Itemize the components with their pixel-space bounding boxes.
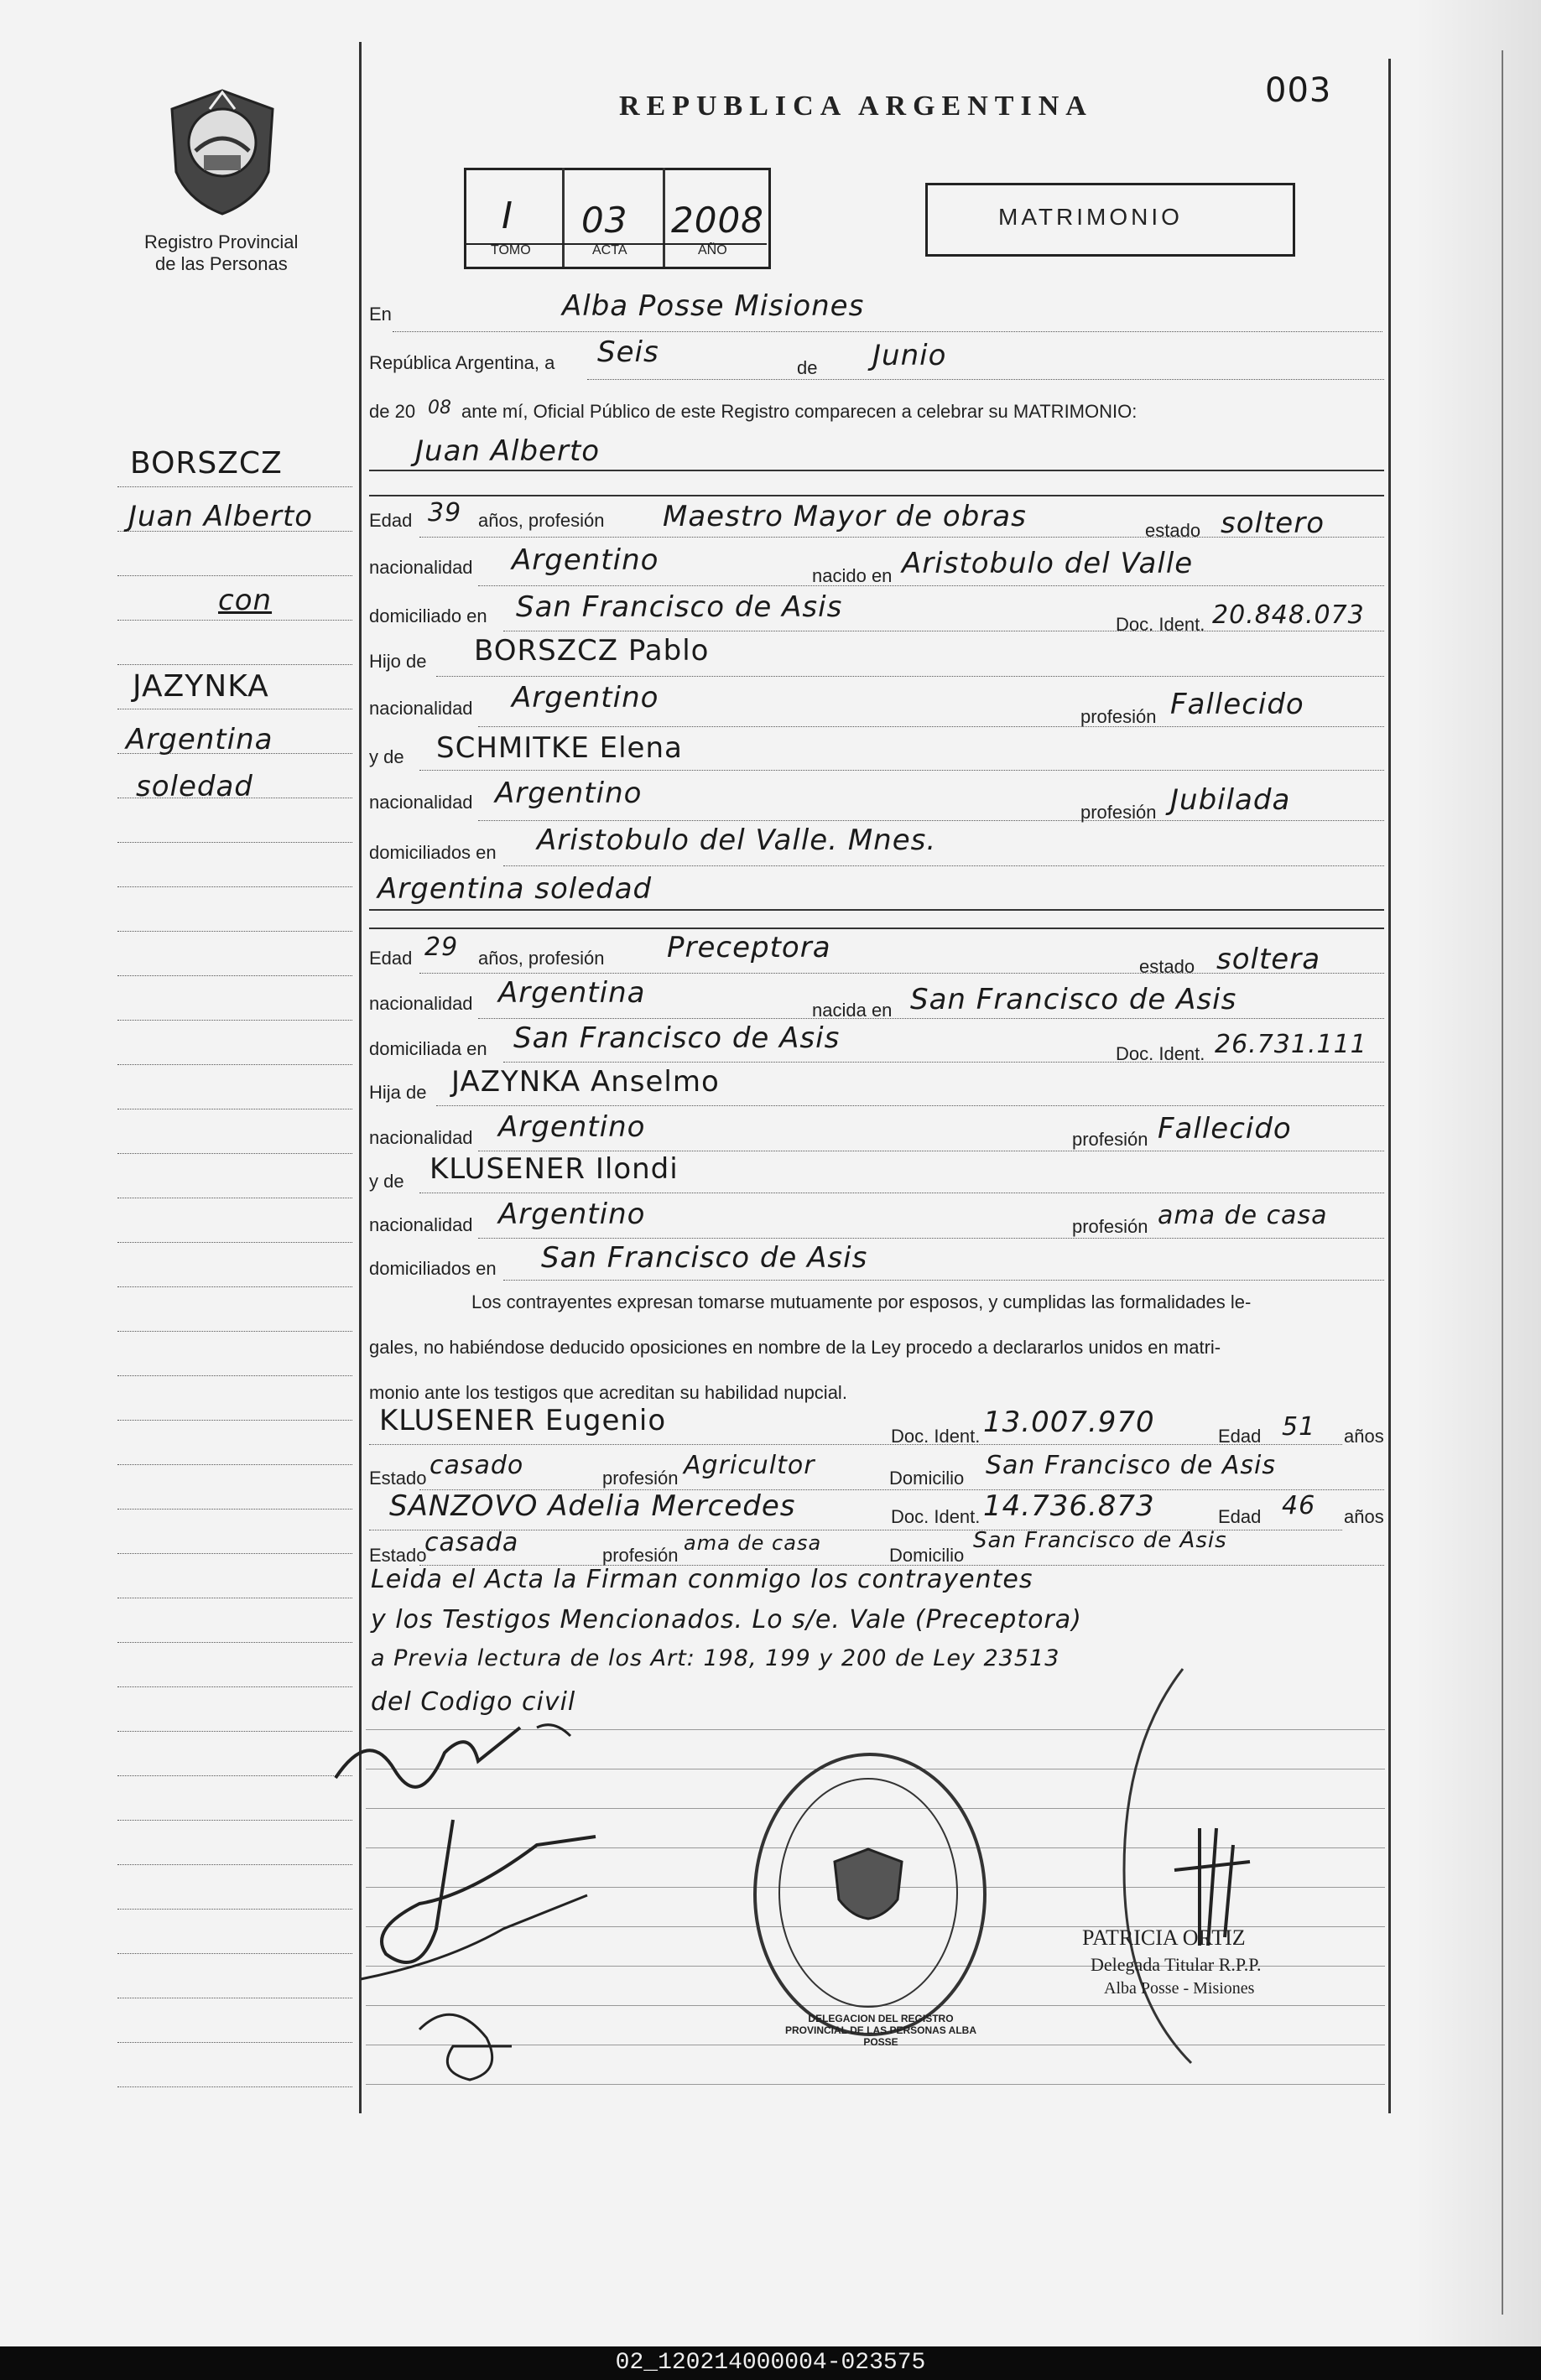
groom-name-line	[369, 470, 1384, 471]
groom-mother-prof-label: profesión	[1080, 802, 1157, 823]
margin-ruled-line	[117, 486, 352, 487]
witness1-prof-label: profesión	[602, 1468, 679, 1489]
groom-edad: 39	[428, 498, 462, 527]
bride-nacionalidad: Argentina	[498, 976, 646, 1010]
margin-bride-name-2: soledad	[136, 770, 253, 803]
margin-bride-name-1: Argentina	[126, 723, 273, 756]
witness2-edad: 46	[1282, 1491, 1316, 1520]
acta-value: 03	[581, 200, 628, 241]
witness2-edad-label: Edad	[1218, 1506, 1262, 1527]
province-seal-logo	[164, 84, 281, 218]
bride-estado: soltera	[1216, 943, 1321, 976]
bride-parents-dom: San Francisco de Asis	[541, 1241, 868, 1275]
margin-ruled-line	[117, 1731, 352, 1732]
bride-block-line	[369, 928, 1384, 929]
groom-estado: soltero	[1221, 507, 1325, 540]
witness2-profesion: ama de casa	[684, 1531, 822, 1555]
groom-father: BORSZCZ Pablo	[474, 634, 710, 668]
groom-dom-label: domiciliado en	[369, 605, 487, 626]
margin-ruled-line	[117, 2086, 352, 2087]
groom-nacionalidad: Argentino	[512, 543, 659, 577]
bride-edad: 29	[424, 933, 459, 962]
margin-ruled-line	[117, 931, 352, 932]
bride-father-label: Hija de	[369, 1082, 427, 1103]
bride-father-prof-label: profesión	[1072, 1129, 1148, 1150]
groom-edad-line	[419, 537, 1384, 538]
groom-nac-label: nacionalidad	[369, 557, 473, 578]
witness1-dom-label: Domicilio	[889, 1468, 965, 1489]
margin-groom-surname: BORSZCZ	[130, 446, 283, 481]
groom-domicilio: San Francisco de Asis	[516, 590, 843, 624]
bride-name-line	[369, 909, 1384, 911]
margin-ruled-line	[117, 1953, 352, 1954]
record-box-divider-1	[562, 168, 565, 267]
bride-profesion: Preceptora	[667, 931, 831, 964]
groom-nac-line	[478, 585, 1384, 586]
margin-ruled-line	[117, 975, 352, 976]
bride-dom-label: domiciliada en	[369, 1038, 487, 1059]
groom-mother-prof: Jubilada	[1170, 783, 1291, 817]
groom-doc: 20.848.073	[1212, 600, 1365, 630]
en-label: En	[369, 304, 392, 325]
margin-con: con	[218, 584, 273, 617]
groom-father-nac: Argentino	[512, 681, 659, 715]
witness1-name: KLUSENER Eugenio	[379, 1404, 667, 1437]
margin-ruled-line	[117, 1286, 352, 1287]
witness1-line	[369, 1444, 1342, 1445]
witness1-doc-label: Doc. Ident.	[891, 1426, 981, 1447]
bride-name: Argentina soledad	[377, 872, 653, 906]
margin-ruled-line	[117, 1820, 352, 1821]
intro-text: ante mí, Oficial Público de este Registro comparecen a celebrar su MATRIMONIO:	[461, 401, 1138, 422]
page-shadow	[1415, 0, 1541, 2346]
margin-ruled-line	[117, 1153, 352, 1154]
registry-name-line2: de las Personas	[155, 253, 288, 274]
groom-father-nac-line	[478, 726, 1384, 727]
groom-father-label: Hijo de	[369, 651, 427, 672]
witness1-edad-label: Edad	[1218, 1426, 1262, 1447]
margin-ruled-line	[117, 886, 352, 887]
bride-father: JAZYNKA Anselmo	[451, 1065, 720, 1099]
witness2-estado-label: Estado	[369, 1545, 427, 1566]
bride-doc: 26.731.111	[1215, 1030, 1367, 1059]
margin-ruled-line	[117, 1064, 352, 1065]
officer-signature	[1074, 1660, 1292, 2080]
record-type: MATRIMONIO	[998, 204, 1183, 230]
groom-estado-label: estado	[1145, 520, 1201, 541]
place-line	[393, 331, 1382, 332]
tomo-label: TOMO	[491, 243, 531, 257]
anio-label: AÑO	[698, 243, 727, 257]
groom-name: Juan Alberto	[415, 434, 601, 468]
bride-domicilio: San Francisco de Asis	[513, 1021, 841, 1055]
margin-ruled-line	[117, 1020, 352, 1021]
groom-mother-nac: Argentino	[495, 777, 643, 810]
margin-ruled-line	[117, 1242, 352, 1243]
right-border-line	[1388, 59, 1391, 2113]
witness2-prof-label: profesión	[602, 1545, 679, 1566]
bride-mother-prof-label: profesión	[1072, 1216, 1148, 1237]
bride-mother: KLUSENER Ilondi	[430, 1152, 679, 1186]
officer-stamp-place: Alba Posse - Misiones	[1104, 1979, 1255, 1998]
signature-scribbles	[319, 1677, 654, 2113]
groom-nacido: Aristobulo del Valle	[902, 547, 1194, 580]
margin-ruled-line	[117, 620, 352, 621]
closing-line2: y los Testigos Mencionados. Lo s/e. Vale (Preceptora)	[371, 1605, 1082, 1634]
groom-father-prof-label: profesión	[1080, 706, 1157, 727]
bride-nacida-label: nacida en	[812, 1000, 893, 1021]
groom-parents-dom: Aristobulo del Valle. Mnes.	[537, 824, 937, 857]
date-line	[587, 379, 1384, 380]
image-id-footer: 02_120214000004-023575	[0, 2346, 1541, 2380]
groom-doc-label: Doc. Ident.	[1116, 614, 1205, 635]
bride-mother-prof: ama de casa	[1158, 1201, 1328, 1230]
month-value: Junio	[872, 339, 947, 372]
officer-stamp-name: PATRICIA ORTIZ	[1082, 1925, 1246, 1950]
closing-line4: del Codigo civil	[371, 1687, 576, 1717]
groom-edad-label: Edad	[369, 510, 413, 531]
bride-doc-label: Doc. Ident.	[1116, 1043, 1205, 1064]
bride-parents-dom-label: domiciliados en	[369, 1258, 497, 1279]
tomo-value: I	[502, 195, 513, 237]
bride-nacida: San Francisco de Asis	[910, 983, 1237, 1016]
bride-father-line	[436, 1105, 1384, 1106]
declaration-line1: Los contrayentes expresan tomarse mutuamente por esposos, y cumplidas las formalidades le-	[471, 1291, 1252, 1312]
groom-mother-line	[419, 770, 1384, 771]
witness1-doc: 13.007.970	[983, 1406, 1155, 1439]
witness2-estado: casada	[424, 1528, 519, 1557]
bride-dom-line	[503, 1062, 1384, 1063]
declaration-line2: gales, no habiéndose deducido oposiciones en nombre de la Ley procedo a declararlos unidos en matri-	[369, 1337, 1221, 1358]
bride-father-prof: Fallecido	[1158, 1112, 1292, 1146]
margin-ruled-line	[117, 1686, 352, 1687]
margin-ruled-line	[117, 575, 352, 576]
declaration-line3: monio ante los testigos que acreditan su habilidad nupcial.	[369, 1382, 847, 1403]
bride-parents-dom-line	[503, 1280, 1384, 1281]
sheet-number: 003	[1265, 71, 1332, 110]
groom-block-line	[369, 495, 1384, 496]
witness2-doc: 14.736.873	[983, 1489, 1155, 1523]
groom-father-prof: Fallecido	[1170, 688, 1304, 721]
margin-ruled-line	[117, 1509, 352, 1510]
witness1-domicilio: San Francisco de Asis	[986, 1451, 1276, 1480]
place-value: Alba Posse Misiones	[562, 289, 865, 323]
bride-father-nac: Argentino	[498, 1110, 646, 1144]
republica-label: República Argentina, a	[369, 352, 555, 373]
closing-line1: Leida el Acta la Firman conmigo los contrayentes	[371, 1565, 1033, 1594]
margin-ruled-line	[117, 842, 352, 843]
anio-value: 2008	[671, 200, 764, 241]
year-prefix: de 20	[369, 401, 416, 422]
margin-groom-name: Juan Alberto	[128, 500, 314, 533]
margin-bride-surname: JAZYNKA	[133, 669, 269, 704]
record-box-divider-2	[663, 168, 665, 267]
bride-mother-label: y de	[369, 1171, 404, 1192]
margin-ruled-line	[117, 1553, 352, 1554]
witness1-anios-label: años	[1344, 1426, 1384, 1447]
groom-mother: SCHMITKE Elena	[436, 731, 683, 765]
witness2-dom-label: Domicilio	[889, 1545, 965, 1566]
bride-anios-label: años, profesión	[478, 948, 605, 969]
bride-nac-line	[478, 1018, 1384, 1019]
de-label: de	[797, 357, 818, 378]
groom-profesion: Maestro Mayor de obras	[663, 500, 1027, 533]
margin-ruled-line	[117, 1775, 352, 1776]
witness1-estado: casado	[430, 1451, 524, 1480]
groom-mother-nac-line	[478, 820, 1384, 821]
margin-ruled-line	[117, 2042, 352, 2043]
bride-mother-nac: Argentino	[498, 1198, 646, 1231]
margin-ruled-line	[117, 1464, 352, 1465]
margin-ruled-line	[117, 1909, 352, 1910]
bride-father-nac-label: nacionalidad	[369, 1127, 473, 1148]
groom-father-nac-label: nacionalidad	[369, 698, 473, 719]
bride-nac-label: nacionalidad	[369, 993, 473, 1014]
witness1-edad: 51	[1282, 1412, 1316, 1442]
margin-ruled-line	[117, 1375, 352, 1376]
stamp-emblem-icon	[830, 1845, 906, 1920]
margin-ruled-line	[117, 1331, 352, 1332]
outer-edge-line	[1502, 50, 1503, 2315]
witness2-name: SANZOVO Adelia Mercedes	[389, 1489, 796, 1523]
day-value: Seis	[597, 335, 659, 369]
closing-line3: a Previa lectura de los Art: 198, 199 y 200 de Ley 23513	[371, 1645, 1060, 1671]
officer-stamp-title: Delegada Titular R.P.P.	[1091, 1954, 1262, 1975]
witness2-doc-label: Doc. Ident.	[891, 1506, 981, 1527]
margin-ruled-line	[117, 664, 352, 665]
year-suffix: 08	[428, 398, 451, 418]
margin-ruled-line	[117, 1642, 352, 1643]
witness1-profesion: Agricultor	[684, 1451, 815, 1480]
bride-edad-line	[419, 973, 1384, 974]
margin-ruled-line	[117, 1864, 352, 1865]
groom-mother-nac-label: nacionalidad	[369, 792, 473, 813]
bride-estado-label: estado	[1139, 956, 1195, 977]
groom-parents-dom-line	[503, 865, 1384, 866]
witness2-domicilio: San Francisco de Asis	[973, 1528, 1227, 1553]
groom-father-line	[436, 676, 1384, 677]
groom-anios-label: años, profesión	[478, 510, 605, 531]
bride-mother-nac-label: nacionalidad	[369, 1214, 473, 1235]
groom-mother-label: y de	[369, 746, 404, 767]
registry-name-line1: Registro Provincial	[144, 231, 299, 252]
groom-parents-dom-label: domiciliados en	[369, 842, 497, 863]
witness1-estado-label: Estado	[369, 1468, 427, 1489]
bride-mother-nac-line	[478, 1238, 1384, 1239]
witness2-anios-label: años	[1344, 1506, 1384, 1527]
acta-label: ACTA	[592, 243, 627, 257]
bride-edad-label: Edad	[369, 948, 413, 969]
groom-nacido-label: nacido en	[812, 565, 893, 586]
registry-stamp-text: DELEGACION DEL REGISTRO PROVINCIAL DE LAS PERSONAS ALBA POSSE	[784, 2013, 977, 2048]
margin-ruled-line	[117, 1420, 352, 1421]
republic-title: REPUBLICA ARGENTINA	[619, 91, 1093, 122]
